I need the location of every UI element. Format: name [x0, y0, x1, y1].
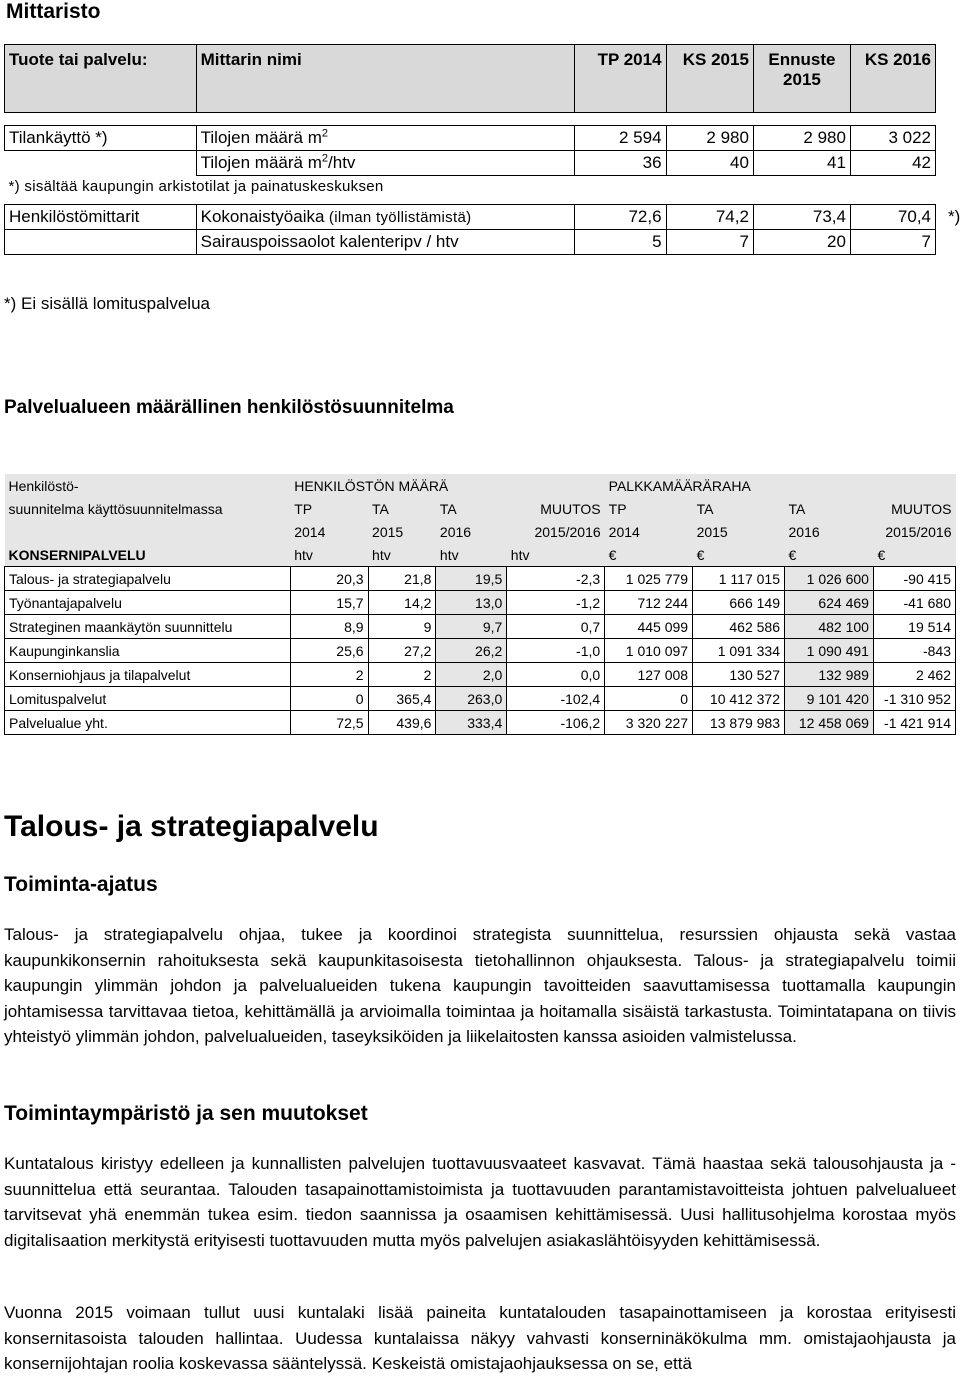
value-cell: 21,8 [368, 567, 436, 591]
unit-cell: htv [368, 543, 436, 567]
header-row [5, 474, 956, 497]
page-title: Mittaristo [6, 0, 101, 23]
table-row [5, 687, 956, 711]
header-cell: 2016 [785, 520, 874, 543]
header-cell: TA [436, 497, 507, 520]
section-heading: Talous- ja strategiapalvelu [4, 810, 379, 843]
metric-note: (ilman työllistämistä) [324, 209, 472, 226]
value-cell: 263,0 [436, 687, 507, 711]
metric-name: Kokonaistyöaika [200, 207, 325, 226]
superscript: 2 [321, 127, 329, 140]
superscript: 2 [321, 152, 329, 165]
value-cell: 73,4 [753, 205, 850, 230]
value-cell: 1 026 600 [785, 567, 874, 591]
header-group: HENKILÖSTÖN MÄÄRÄ [290, 474, 604, 497]
value-cell: 41 [753, 151, 850, 176]
value-cell: 445 099 [605, 615, 693, 639]
paragraph: Kuntatalous kiristyy edelleen ja kunnallisten palvelujen tuottavuusvaateet kasvavat. Tämä haastaa sekä talousohjausta ja -suunnittelua että seurantaa. Talouden tasapainottamistoimista ja tuottavuuden parantamistavoitteista johtuen palvelualueet tarvitsevat yhä enemmän tukea esim. tiedon saannissa ja osaamisen kehittämisessä. Uusi hallitusohjelma korostaa myös digitalisaation merkitystä erityisesti tuottavuuden mutta myös palvelujen asiakaslähtöisyyden kehittämisessä. [4, 1154, 956, 1250]
value-cell: -102,4 [507, 687, 605, 711]
metric-cell: Sairauspoissaolot kalenteripv / htv [196, 230, 574, 255]
paragraph: Vuonna 2015 voimaan tullut uusi kuntalaki lisää paineita kuntatalouden tasapainottamiseen ja korostaa erityisesti konsernitasoista talouden hallintaa. Uudessa kuntalaissa näkyy vahvasti konserninäkökulma mm. omistajaohjausta ja konsernijohtajan roolia koskevassa sääntelyssä. Keskeistä omistajaohjauksessa on se, että [4, 1303, 956, 1373]
value-cell: 462 586 [693, 615, 785, 639]
header-cell: 2015 [693, 520, 785, 543]
header-cell: Henkilöstö- [5, 474, 291, 497]
value-cell: 1 090 491 [785, 639, 874, 663]
total-row [5, 711, 956, 735]
value-cell: 10 412 372 [693, 687, 785, 711]
value-cell: -41 680 [873, 591, 955, 615]
value-cell: 13,0 [436, 591, 507, 615]
header-cell: suunnitelma käyttösuunnitelmassa [5, 497, 291, 520]
value-cell: 72,6 [575, 205, 666, 230]
value-cell: 2 980 [666, 126, 753, 151]
header-row [5, 520, 956, 543]
value-cell: -843 [873, 639, 955, 663]
table-row [5, 151, 936, 176]
service-cell [5, 230, 197, 255]
staffing-table [4, 474, 956, 735]
service-cell: Henkilöstömittarit [5, 205, 197, 230]
unit-cell: € [785, 543, 874, 567]
value-cell: 26,2 [436, 639, 507, 663]
service-cell: Tilankäyttö *) [5, 126, 197, 151]
value-cell: 9 [368, 615, 436, 639]
value-cell: 2 980 [753, 126, 850, 151]
value-cell: -1 421 914 [873, 711, 955, 735]
subsection-heading: Toimintaympäristö ja sen muutokset [4, 1102, 368, 1125]
value-cell: 1 091 334 [693, 639, 785, 663]
header-cell: KS 2015 [666, 45, 753, 113]
metric-cell [196, 151, 574, 176]
value-cell: 2 [368, 663, 436, 687]
metric-name: Tilojen määrä m [200, 153, 322, 172]
header-cell: 2014 [290, 520, 368, 543]
unit-cell: € [605, 543, 693, 567]
header-cell: TP 2014 [575, 45, 666, 113]
metric-suffix: /htv [328, 153, 356, 172]
header-cell: Mittarin nimi [196, 45, 574, 113]
value-cell: 3 320 227 [605, 711, 693, 735]
metric-name: Tilojen määrä m [200, 128, 322, 147]
row-label: Strateginen maankäytön suunnittelu [5, 615, 291, 639]
metric-cell [196, 205, 574, 230]
header-cell: TP [605, 497, 693, 520]
value-cell: 36 [575, 151, 666, 176]
table-row [5, 126, 936, 151]
unit-cell: htv [290, 543, 368, 567]
unit-cell: € [693, 543, 785, 567]
value-cell: 0,0 [507, 663, 605, 687]
value-cell: 2 [290, 663, 368, 687]
unit-cell: € [873, 543, 955, 567]
value-cell: 1 117 015 [693, 567, 785, 591]
value-cell: 20,3 [290, 567, 368, 591]
header-cell: 2015/2016 [873, 520, 955, 543]
value-cell: 1 010 097 [605, 639, 693, 663]
value-cell: 9 101 420 [785, 687, 874, 711]
header-cell: KONSERNIPALVELU [5, 543, 291, 567]
value-cell: 7 [666, 230, 753, 255]
header-group: PALKKAMÄÄRÄRAHA [605, 474, 956, 497]
paragraph: Talous- ja strategiapalvelu ohjaa, tukee ja koordinoi strategista suunnittelua, resurssien ohjausta sekä vastaa kaupunkikonsernin rahoituksesta sekä kaupunkitasoisesta tietohallinnon ohjauksesta. Talous- ja strategiapalvelu toimii kaupungin ylimmän johdon ja palvelualueiden tukena kaupungin tavoitteiden saavuttamisessa tuottamalla kaupungin johtamisessa tarvittavaa tietoa, kehittämällä ja arvioimalla toimintaa ja hoitamalla sisäistä tarkastusta. Toimintatapana on tiivis yhteistyö ylimmän johdon, palvelualueiden, taseyksiköiden ja liikelaitosten kanssa asioiden valmistelussa. [4, 925, 956, 1046]
value-cell: 19,5 [436, 567, 507, 591]
row-label: Kaupunginkanslia [5, 639, 291, 663]
header-cell: 2015 [368, 520, 436, 543]
value-cell: 40 [666, 151, 753, 176]
metric-cell [196, 126, 574, 151]
header-cell: 2014 [605, 520, 693, 543]
value-cell: 624 469 [785, 591, 874, 615]
value-cell: 2 594 [575, 126, 666, 151]
header-row [5, 497, 956, 520]
value-cell: 3 022 [850, 126, 935, 151]
value-cell: 9,7 [436, 615, 507, 639]
row-label: Työnantajapalvelu [5, 591, 291, 615]
value-cell: 333,4 [436, 711, 507, 735]
value-cell: 132 989 [785, 663, 874, 687]
value-cell: 5 [575, 230, 666, 255]
value-cell: 0 [605, 687, 693, 711]
value-text: 70,4 [897, 207, 931, 226]
value-cell: 1 025 779 [605, 567, 693, 591]
value-cell: 14,2 [368, 591, 436, 615]
value-cell: 20 [753, 230, 850, 255]
table-row [5, 639, 956, 663]
value-cell: 666 149 [693, 591, 785, 615]
row-label: Palvelualue yht. [5, 711, 291, 735]
footnote: *) Ei sisällä lomituspalvelua [4, 294, 210, 313]
value-cell: 2 462 [873, 663, 955, 687]
value-cell: 7 [850, 230, 935, 255]
value-cell: -1,2 [507, 591, 605, 615]
header-cell: TA [693, 497, 785, 520]
header-cell: Tuote tai palvelu: [5, 45, 197, 113]
table-row [5, 230, 936, 255]
subsection-heading: Toiminta-ajatus [4, 873, 158, 896]
value-cell: 25,6 [290, 639, 368, 663]
header-cell: Ennuste 2015 [753, 45, 850, 113]
mittari-header-row [5, 45, 936, 113]
table-row [5, 615, 956, 639]
row-label: Konserniohjaus ja tilapalvelut [5, 663, 291, 687]
value-cell: 0 [290, 687, 368, 711]
row-label: Talous- ja strategiapalvelu [5, 567, 291, 591]
value-cell: 42 [850, 151, 935, 176]
value-cell: 0,7 [507, 615, 605, 639]
table-row [5, 591, 956, 615]
value-cell: -90 415 [873, 567, 955, 591]
value-cell: 130 527 [693, 663, 785, 687]
header-cell: TA [368, 497, 436, 520]
header-row [5, 543, 956, 567]
value-cell: 13 879 983 [693, 711, 785, 735]
row-label: Lomituspalvelut [5, 687, 291, 711]
value-cell: -1 310 952 [873, 687, 955, 711]
footnote-mark: *) [947, 207, 960, 226]
value-cell: 127 008 [605, 663, 693, 687]
table-row [5, 663, 956, 687]
value-cell: 365,4 [368, 687, 436, 711]
footnote: *) sisältää kaupungin arkistotilat ja painatuskeskuksen [8, 177, 384, 195]
value-cell: -1,0 [507, 639, 605, 663]
unit-cell: htv [436, 543, 507, 567]
mittari-table [4, 44, 960, 255]
value-cell: 2,0 [436, 663, 507, 687]
value-cell: 712 244 [605, 591, 693, 615]
header-cell: TA [785, 497, 874, 520]
table-row [5, 567, 956, 591]
value-cell: 19 514 [873, 615, 955, 639]
header-cell: TP [290, 497, 368, 520]
table-row [5, 205, 936, 230]
service-cell [5, 151, 197, 176]
value-cell: 482 100 [785, 615, 874, 639]
value-cell: 439,6 [368, 711, 436, 735]
header-cell: MUUTOS [507, 497, 605, 520]
header-cell [5, 520, 291, 543]
value-cell: 72,5 [290, 711, 368, 735]
header-cell: 2016 [436, 520, 507, 543]
value-cell [850, 205, 960, 230]
value-cell: 74,2 [666, 205, 753, 230]
value-cell: -2,3 [507, 567, 605, 591]
value-cell: 12 458 069 [785, 711, 874, 735]
header-cell: MUUTOS [873, 497, 955, 520]
header-cell: 2015/2016 [507, 520, 605, 543]
value-cell: 27,2 [368, 639, 436, 663]
header-cell: KS 2016 [850, 45, 935, 113]
value-cell: 15,7 [290, 591, 368, 615]
value-cell: -106,2 [507, 711, 605, 735]
value-cell: 8,9 [290, 615, 368, 639]
section-title: Palvelualueen määrällinen henkilöstösuunnitelma [4, 397, 454, 418]
unit-cell: htv [507, 543, 605, 567]
